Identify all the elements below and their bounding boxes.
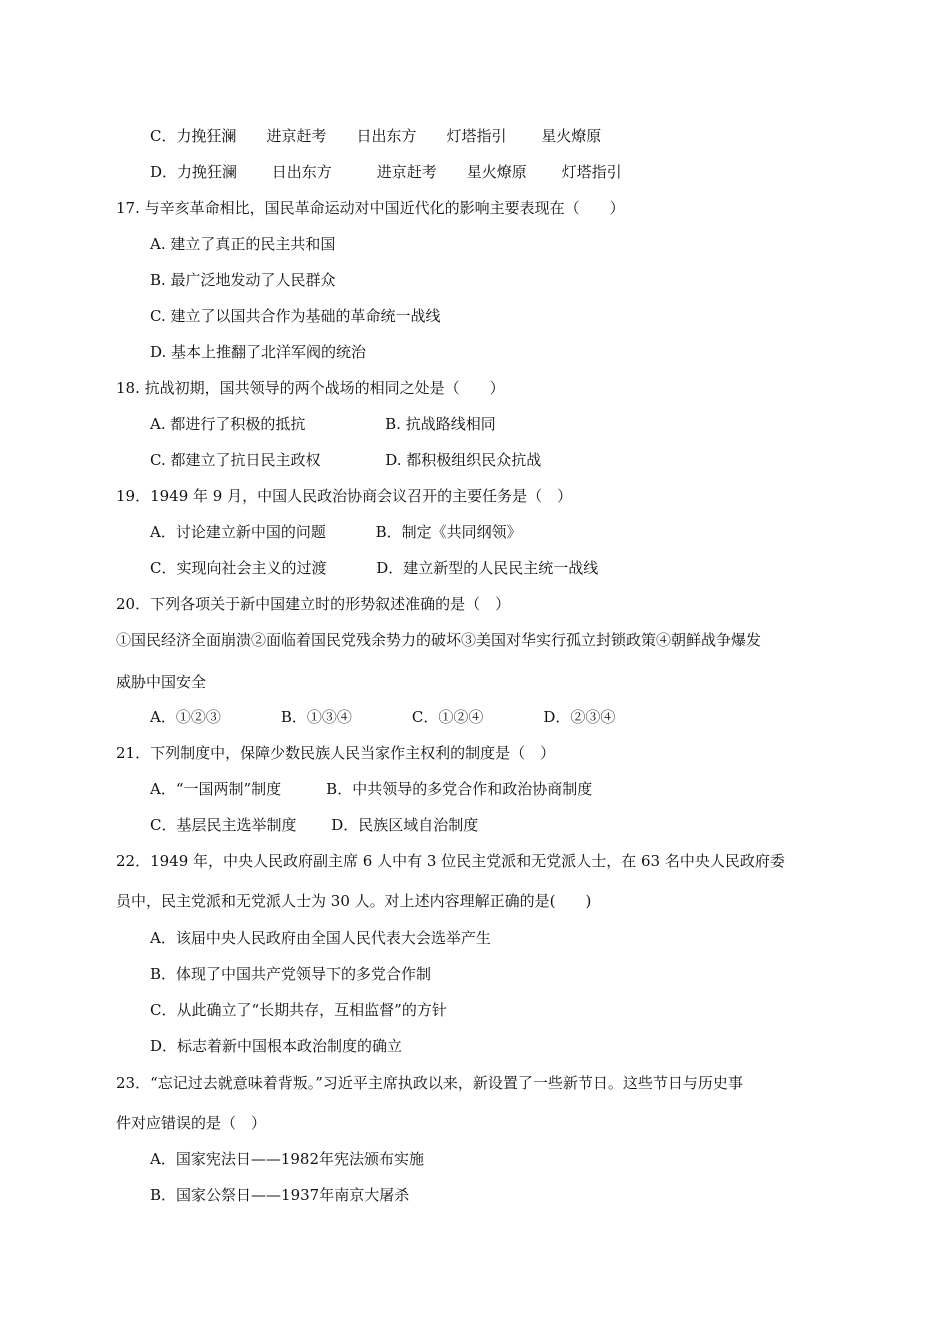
q23-option-a: A．国家宪法日——1982年宪法颁布实施 [150,1150,425,1168]
q19-options-ab: A．讨论建立新中国的问题 B．制定《共同纲领》 [150,523,522,541]
q22-option-a: A．该届中央人民政府由全国人民代表大会选举产生 [150,929,491,947]
q21-options-cd: C．基层民主选举制度 D．民族区域自治制度 [150,816,479,834]
q17-option-a: A. 建立了真正的民主共和国 [150,235,336,253]
q19-options-cd: C．实现向社会主义的过渡 D．建立新型的人民民主统一战线 [150,559,599,577]
q22-option-c: C．从此确立了“长期共存，互相监督”的方针 [150,1001,447,1019]
q20-statements-line2: 威胁中国安全 [116,673,207,691]
q19-stem: 19．1949 年 9 月，中国人民政治协商会议召开的主要任务是（ ） [116,487,573,505]
q23-stem-line2: 件对应错误的是（ ） [116,1114,267,1132]
q17-stem: 17. 与辛亥革命相比，国民革命运动对中国近代化的影响主要表现在（ ） [116,199,625,217]
q21-options-ab: A．“一国两制”制度 B．中共领导的多党合作和政治协商制度 [150,780,593,798]
q21-stem: 21．下列制度中，保障少数民族人民当家作主权利的制度是（ ） [116,744,556,762]
q20-stem: 20．下列各项关于新中国建立时的形势叙述准确的是（ ） [116,595,511,613]
q17-option-b: B. 最广泛地发动了人民群众 [150,271,336,289]
q18-options-cd: C. 都建立了抗日民主政权 D. 都积极组织民众抗战 [150,451,542,469]
q18-options-ab: A. 都进行了积极的抵抗 B. 抗战路线相同 [150,415,496,433]
q20-options: A．①②③ B．①③④ C．①②④ D．②③④ [150,708,616,726]
q20-statements-line1: ①国民经济全面崩溃②面临着国民党残余势力的破坏③美国对华实行孤立封锁政策④朝鲜战争爆发 [116,631,762,649]
q17-option-c: C. 建立了以国共合作为基础的革命统一战线 [150,307,441,325]
q23-option-b: B．国家公祭日——1937年南京大屠杀 [150,1186,410,1204]
q17-option-d: D. 基本上推翻了北洋军阀的统治 [150,343,367,361]
q16-option-c: C．力挽狂澜 进京赶考 日出东方 灯塔指引 星火燎原 [150,127,602,145]
q18-stem: 18. 抗战初期，国共领导的两个战场的相同之处是（ ） [116,379,505,397]
q23-stem-line1: 23．“忘记过去就意味着背叛。”习近平主席执政以来，新设置了一些新节日。这些节日与历史事 [116,1074,743,1092]
q22-option-b: B．体现了中国共产党领导下的多党合作制 [150,965,432,983]
q22-stem-line1: 22．1949 年，中央人民政府副主席 6 人中有 3 位民主党派和无党派人士，在 63 名中央人民政府委 [116,852,785,870]
q16-option-d: D．力挽狂澜 日出东方 进京赶考 星火燎原 灯塔指引 [150,163,622,181]
q22-stem-line2: 员中，民主党派和无党派人士为 30 人。对上述内容理解正确的是( ) [116,892,592,910]
q22-option-d: D．标志着新中国根本政治制度的确立 [150,1037,403,1055]
